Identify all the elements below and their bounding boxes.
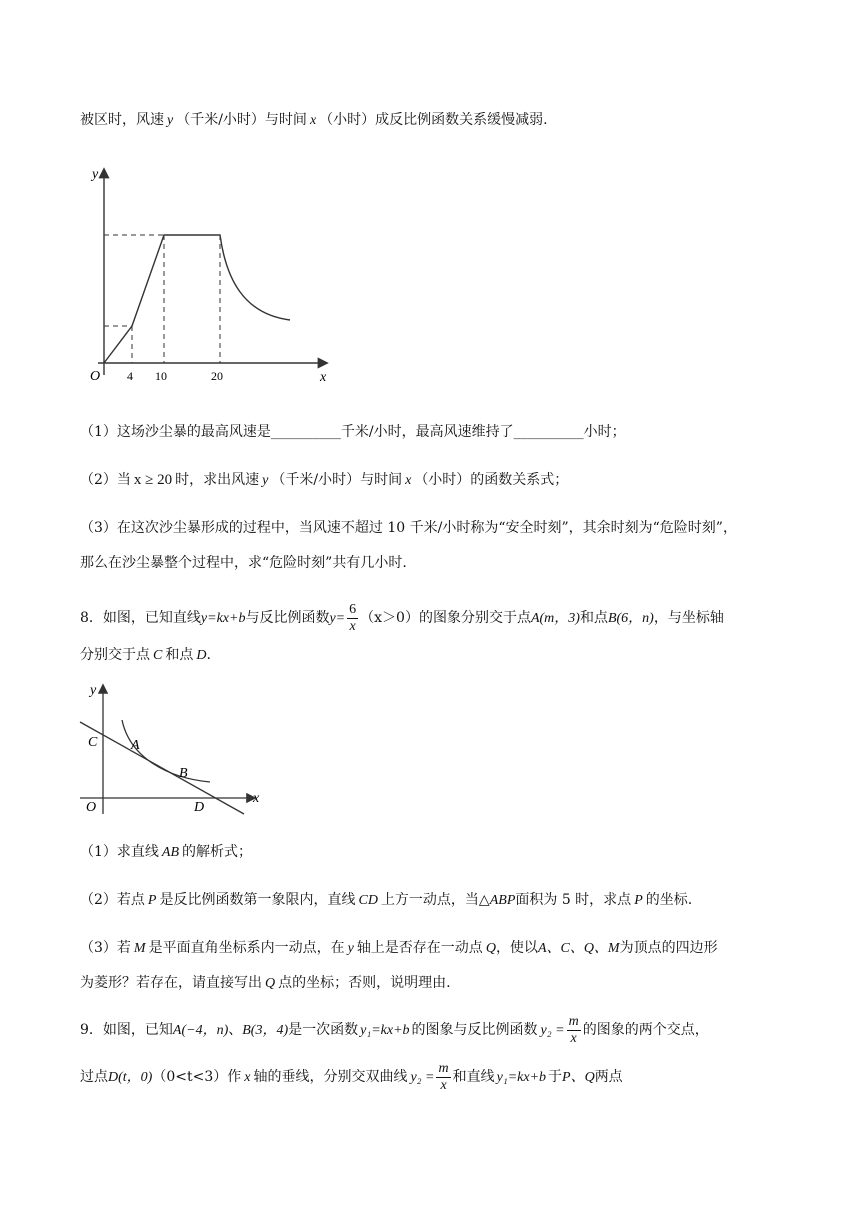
label-a: A	[131, 738, 140, 753]
equation: y₂ =	[540, 1023, 565, 1038]
origin-label: O	[90, 369, 101, 384]
var-x: x	[405, 473, 412, 488]
text: （千米/小时）与时间	[176, 112, 307, 128]
point-b: B(3，4)	[242, 1023, 289, 1038]
p9-intro-line-2: 过点D(t，0)（0<t<3）作 x 轴的垂线，分别交双曲线 y₂ = $\frac{m}{x}$ 和直线 y₁=kx+b 于P、Q两点	[80, 1060, 623, 1093]
origin-label: O	[86, 800, 97, 815]
line-ab: AB	[161, 845, 180, 860]
p7-question-2	[80, 470, 568, 491]
text: 小时；	[583, 424, 626, 440]
quadrilateral-points: A、C、Q、M	[537, 941, 620, 956]
x-axis-label: x	[253, 791, 260, 806]
p8-intro-line-1	[80, 598, 724, 639]
point-m: M	[133, 941, 146, 956]
triangle-abp: ABP	[489, 893, 516, 908]
p7-intro-line	[80, 110, 548, 131]
p8-intro-line-2: 分别交于点 C 和点 D.	[80, 647, 211, 663]
answer-blank-1: __________	[270, 424, 341, 440]
point-d: D	[196, 648, 207, 663]
wind-speed-graph	[78, 160, 338, 390]
equation: y₁=kx+b	[360, 1023, 410, 1038]
answer-blank-2: __________	[513, 424, 584, 440]
point-q: Q	[265, 976, 276, 991]
fraction-m-over-x: $\frac{m}{x}$	[568, 1013, 579, 1046]
point-p: P	[634, 893, 643, 908]
x-axis-label: x	[320, 370, 327, 385]
line-cd	[80, 722, 244, 814]
point-a: A(m，3)	[530, 611, 580, 626]
equation: y=kx+b	[200, 611, 246, 626]
p7-question-3-line-1: （3）在这次沙尘暴形成的过程中，当风速不超过 10 千米/小时称为“安全时刻”，其余时刻为“危险时刻”，	[80, 520, 737, 536]
condition: （0<t<3）	[152, 1069, 228, 1085]
text: 与反比例函数	[245, 610, 330, 626]
var-y: y	[262, 473, 269, 488]
problem-number: 8．如图，已知直线	[80, 610, 201, 626]
label-c: C	[88, 735, 98, 750]
equation: y₁=kx+b	[496, 1070, 547, 1085]
text: 千米/小时，最高风速维持了	[340, 424, 514, 440]
guide-lines	[104, 235, 220, 363]
line-cd: CD	[358, 893, 378, 908]
p7-question-3-line-2: 那么在沙尘暴整个过程中，求“危险时刻”共有几小时.	[80, 555, 407, 571]
equation: y=	[329, 611, 346, 626]
point-c: C	[153, 648, 163, 663]
fraction-m-over-x: $\frac{m}{x}$	[438, 1060, 449, 1093]
point-p: P	[147, 893, 157, 908]
line-hyperbola-graph	[78, 678, 268, 818]
point-a: A(−4，n)	[172, 1023, 229, 1038]
points-p-q: P、Q	[562, 1070, 595, 1085]
point-q: Q	[485, 941, 496, 956]
text: （小时）的函数关系式；	[414, 472, 569, 488]
p7-question-1	[80, 422, 626, 442]
point-d: D(t，0)	[108, 1070, 153, 1085]
p8-question-1: （1）求直线 AB 的解析式；	[80, 844, 253, 860]
text: 的图象分别交于点	[418, 610, 531, 626]
var-x: x	[244, 1070, 251, 1085]
text: ，与坐标轴	[653, 610, 724, 626]
var-y: y	[167, 113, 174, 128]
var-y: y	[347, 941, 354, 956]
y-axis-label: y	[92, 167, 99, 182]
wind-speed-curve	[104, 235, 290, 363]
p9-intro-line-1: 9．如图，已知A(−4，n)、B(3，4)是一次函数 y₁=kx+b 的图象与反比例函数 y₂ = $\frac{m}{x}$ 的图象的两个交点，	[80, 1013, 709, 1046]
text: （千米/小时）与时间	[271, 472, 403, 488]
label-b: B	[179, 766, 188, 781]
point-b: B(6，n)	[607, 611, 654, 626]
tick-label-10: 10	[155, 369, 167, 383]
text: 和点	[579, 610, 608, 626]
equation: y₂ =	[410, 1070, 435, 1085]
condition: （x＞0）	[360, 610, 419, 626]
condition: x ≥ 20	[133, 472, 173, 488]
p8-question-3-line-2: 为菱形？若存在，请直接写出 Q 点的坐标；否则，说明理由.	[80, 975, 451, 991]
tick-label-20: 20	[211, 369, 223, 383]
text: （小时）成反比例函数关系缓慢减弱.	[319, 112, 548, 128]
text: 时，求出风速	[175, 472, 260, 488]
tick-label-4: 4	[127, 369, 133, 383]
text: 被区时，风速	[80, 112, 164, 128]
label-d: D	[194, 800, 205, 815]
problem-number: 9．如图，已知	[80, 1022, 173, 1038]
fraction-6-over-x: $\frac{6}{x}$	[349, 601, 357, 634]
p8-question-2: （2）若点 P 是反比例函数第一象限内，直线 CD 上方一动点，当△ABP面积为 5 时，求点 P 的坐标.	[80, 892, 693, 908]
p8-question-3-line-1: （3）若 M 是平面直角坐标系内一动点，在 y 轴上是否存在一动点 Q，使以A、C、Q、M为顶点的四边形	[80, 940, 718, 956]
var-x: x	[309, 113, 317, 128]
text: （1）这场沙尘暴的最高风速是	[80, 424, 271, 440]
text: （2）当	[80, 472, 131, 488]
y-axis-label: y	[90, 683, 97, 698]
